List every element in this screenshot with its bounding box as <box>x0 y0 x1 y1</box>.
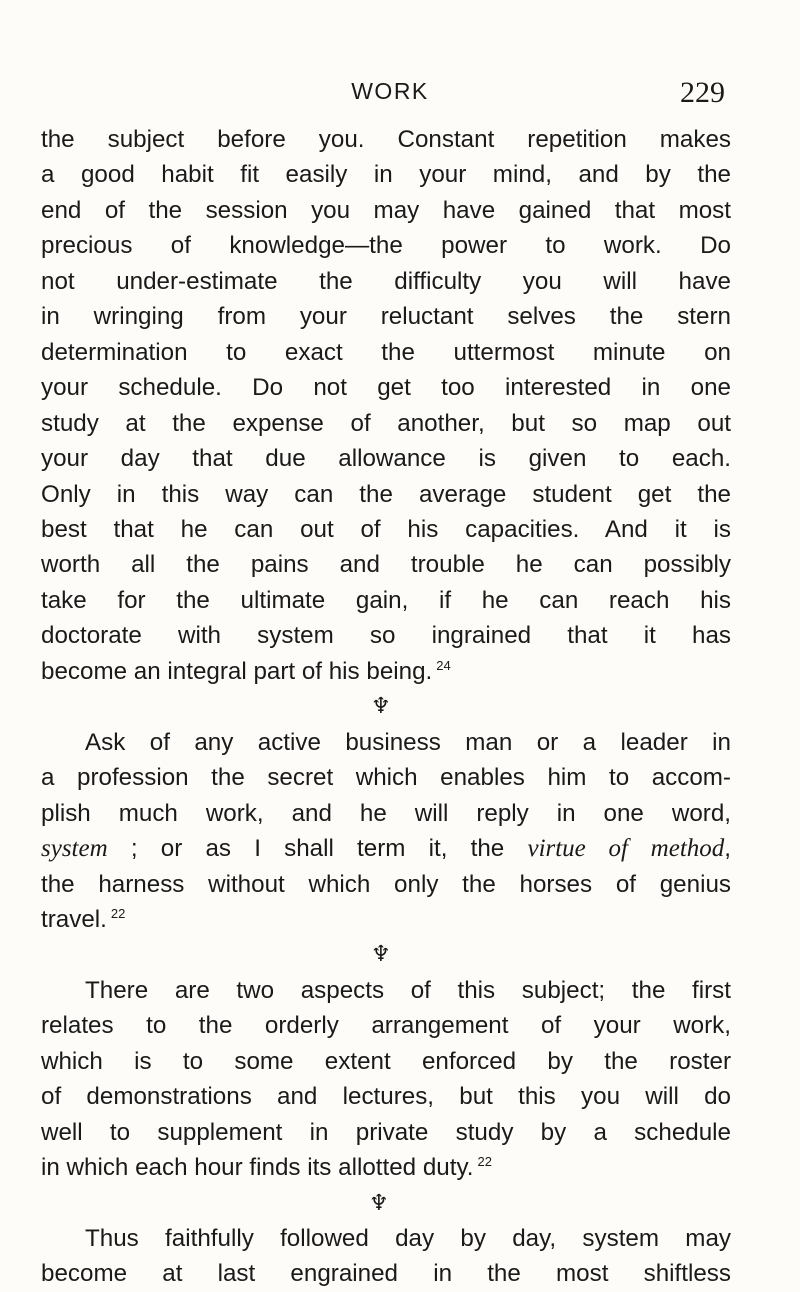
text-line: become at last engrained in the most shiftless <box>41 1260 731 1288</box>
text-line: take for the ultimate gain, if he can reach his <box>41 586 731 614</box>
text-line: determination to exact the uttermost minute on <box>41 338 731 366</box>
paragraph-1 <box>41 122 731 689</box>
footnote-ref: 24 <box>436 657 451 673</box>
text-line: your schedule. Do not get too interested in one <box>41 374 731 402</box>
text-line: the subject before you. Constant repetition makes <box>41 126 731 153</box>
text-line: your day that due allowance is given to each. <box>41 445 731 473</box>
running-head: WORK <box>351 78 429 104</box>
text-line: plish much work, and he will reply in one word, <box>41 799 731 827</box>
text-line: best that he can out of his capacities. And it is <box>41 515 731 543</box>
section-divider-icon: ♆ <box>369 1190 389 1216</box>
text-line: a good habit fit easily in your mind, and by the <box>41 161 731 189</box>
text-line: There are two aspects of this subject; the first <box>85 976 731 1004</box>
text-line: end of the session you may have gained that most <box>41 196 731 224</box>
text-line <box>41 1150 731 1185</box>
footnote-ref: 22 <box>477 1154 492 1170</box>
text-span: ; or as I shall term it, the <box>107 835 528 863</box>
text-line: in wringing from your reluctant selves the stern <box>41 303 731 331</box>
text-line <box>41 831 731 866</box>
paragraph-3 <box>41 973 731 1186</box>
italic-term: virtue of method <box>527 835 725 863</box>
text-line: doctorate with system so ingrained that it has <box>41 622 731 650</box>
text-line: not under-estimate the difficulty you will have <box>41 267 731 295</box>
paragraph-last-line: in which each hour finds its allotted duty. <box>41 1154 474 1182</box>
text-line <box>41 902 731 937</box>
text-span: , <box>724 835 732 863</box>
text-line: a profession the secret which enables him to accom- <box>41 764 731 792</box>
body-text <box>41 122 731 1292</box>
section-divider-icon: ♆ <box>371 942 391 968</box>
page-header <box>55 78 725 118</box>
text-line: study at the expense of another, but so map out <box>41 409 731 437</box>
section-divider-icon: ♆ <box>371 694 391 720</box>
paragraph-4 <box>41 1221 731 1292</box>
text-line: precious of knowledge—the power to work. Do <box>41 232 731 260</box>
paragraph-last-line: travel. <box>41 905 107 933</box>
text-line: Only in this way can the average student get the <box>41 480 731 508</box>
paragraph-last-line: become an integral part of his being. <box>41 657 433 685</box>
text-line: the harness without which only the horses of genius <box>41 870 731 898</box>
text-line: well to supplement in private study by a schedule <box>41 1118 731 1146</box>
text-line: of demonstrations and lectures, but this you will do <box>41 1083 731 1111</box>
text-line: worth all the pains and trouble he can possibly <box>41 551 731 579</box>
text-line <box>41 654 731 689</box>
paragraph-2 <box>41 725 731 938</box>
footnote-ref: 22 <box>110 905 126 921</box>
text-line: Thus faithfully followed day by day, system may <box>85 1225 731 1252</box>
page-number: 229 <box>680 76 725 109</box>
italic-term: system <box>41 835 108 863</box>
text-line: relates to the orderly arrangement of your work, <box>41 1012 731 1040</box>
text-line: which is to some extent enforced by the roster <box>41 1047 731 1075</box>
text-line: Ask of any active business man or a leader in <box>85 728 731 756</box>
